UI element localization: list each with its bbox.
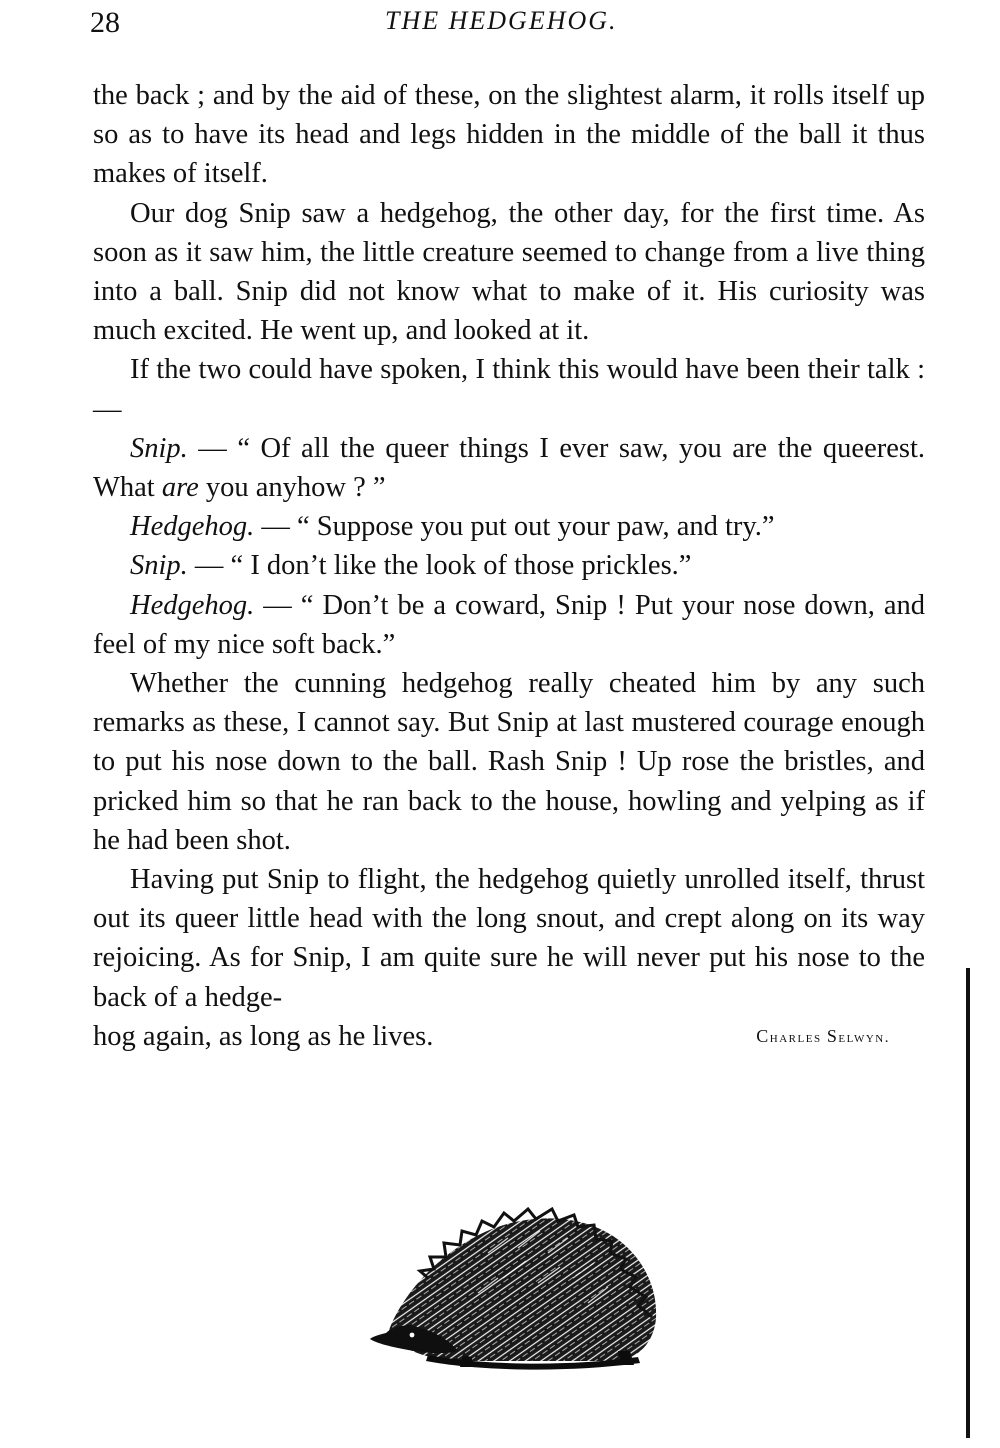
author-signature: Charles Selwyn. [756,1025,890,1046]
speaker-name: Snip. [130,550,188,582]
speaker-name: Hedgehog. [130,511,255,543]
dialogue-snip-1 [93,429,925,507]
running-title: THE HEDGEHOG. [385,6,618,35]
dialogue-text: — “ Of all the queer things I ever saw, you are the queerest. What [93,432,925,504]
page-number: 28 [90,6,120,39]
dialogue-hedgehog-2 [93,586,925,664]
story-text [93,76,925,1056]
margin-rule [966,968,970,1438]
paragraph-3: If the two could have spoken, I think this would have been their talk : — [93,354,925,425]
closing-text: hog again, as long as he lives. [93,1020,434,1052]
dialogue-text: you anyhow ? ” [198,472,386,504]
signature-line [93,1017,925,1056]
speaker-name: Hedgehog. [130,589,255,621]
paragraph-5: Having put Snip to flight, the hedgehog quietly unrolled itself, thrust out its queer little head with the long snout, and crept along on its way rejoicing. As for Snip, I am quite sure he will never put his nose to the back of a hedge- [93,864,925,1013]
emphasis: are [161,472,199,504]
dialogue-text: — “ I don’t like the look of those prickles.” [187,550,692,582]
running-head [0,6,1000,46]
paragraph-1: the back ; and by the aid of these, on the slightest alarm, it rolls itself up so as to have its head and legs hidden in the middle of the ball it thus makes of itself. [93,80,925,190]
dialogue-snip-2 [93,546,925,585]
dialogue-text: — “ Suppose you put out your paw, and try.” [254,511,775,543]
dialogue-hedgehog-1 [93,507,925,546]
speaker-name: Snip. [130,432,188,464]
paragraph-2: Our dog Snip saw a hedgehog, the other day, for the first time. As soon as it saw him, the little creature seemed to change from a live thing into a ball. Snip did not know what to make of it. His curiosity was much excited. He went up, and looked at it. [93,197,925,347]
hedgehog-icon [368,1183,668,1373]
dialogue-text: — “ Don’t be a coward, Snip ! Put your nose down, and feel of my nice soft back.” [93,589,925,660]
paragraph-4: Whether the cunning hedgehog really cheated him by any such remarks as these, I cannot say. But Snip at last mustered courage enough to put his nose down to the ball. Rash Snip ! Up rose the bristles, and pricked him so that he ran back to the house, howling and yelping as if he had been shot. [93,668,925,856]
